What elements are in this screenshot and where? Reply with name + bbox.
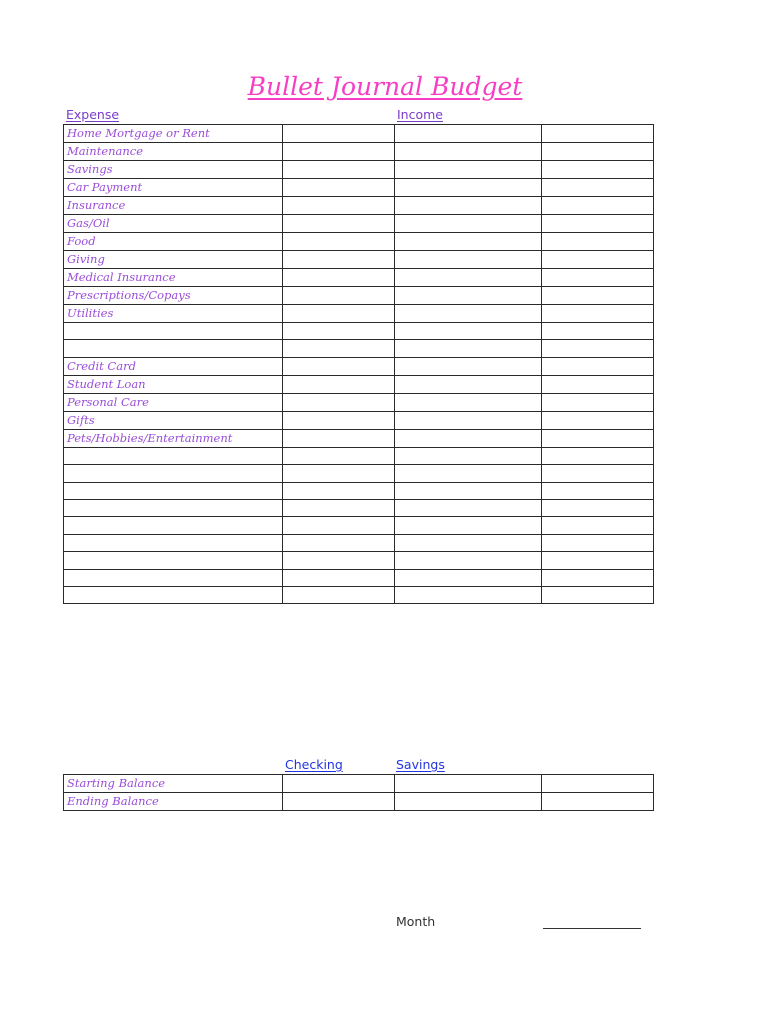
expense-row-cell[interactable]	[395, 429, 542, 447]
expense-row-cell[interactable]	[283, 429, 395, 447]
expense-row	[64, 552, 654, 569]
expense-row	[64, 375, 654, 393]
expense-row-cell[interactable]	[542, 534, 654, 551]
expense-row-label	[64, 569, 283, 586]
balance-table-body	[64, 775, 654, 811]
expense-row-label: Gas/Oil	[64, 215, 283, 233]
expense-row	[64, 179, 654, 197]
expense-row-cell[interactable]	[283, 499, 395, 516]
balance-row-label: Starting Balance	[64, 775, 283, 793]
expense-row-cell[interactable]	[283, 447, 395, 464]
expense-row-label: Insurance	[64, 197, 283, 215]
expense-row-cell[interactable]	[283, 305, 395, 323]
expense-row-cell[interactable]	[283, 482, 395, 499]
balance-row	[64, 775, 654, 793]
expense-row-cell[interactable]	[395, 233, 542, 251]
expense-row-label: Maintenance	[64, 143, 283, 161]
expense-row-cell[interactable]	[395, 447, 542, 464]
expense-row-cell[interactable]	[395, 586, 542, 603]
expense-row-cell[interactable]	[542, 375, 654, 393]
expense-row-cell[interactable]	[283, 179, 395, 197]
expense-row-cell[interactable]	[283, 287, 395, 305]
expense-row-cell[interactable]	[395, 125, 542, 143]
expense-row	[64, 569, 654, 586]
expense-row-cell[interactable]	[395, 340, 542, 357]
expense-row-cell[interactable]	[283, 569, 395, 586]
expense-row-cell[interactable]	[395, 517, 542, 534]
expense-row	[64, 411, 654, 429]
expense-row-cell[interactable]	[283, 411, 395, 429]
expense-row	[64, 215, 654, 233]
expense-row-label	[64, 534, 283, 551]
expense-row-label	[64, 586, 283, 603]
expense-row-cell[interactable]	[542, 357, 654, 375]
expense-row	[64, 143, 654, 161]
expense-row-cell[interactable]	[395, 305, 542, 323]
expense-row-cell[interactable]	[283, 251, 395, 269]
expense-row	[64, 305, 654, 323]
savings-header: Savings	[396, 757, 445, 772]
expense-row-label	[64, 517, 283, 534]
expense-row-cell[interactable]	[395, 499, 542, 516]
expense-row-cell[interactable]	[542, 287, 654, 305]
expense-row-cell[interactable]	[542, 197, 654, 215]
balance-row-cell[interactable]	[283, 775, 395, 793]
expense-row-cell[interactable]	[395, 465, 542, 482]
expense-header: Expense	[66, 107, 120, 122]
expense-row-label: Gifts	[64, 411, 283, 429]
expense-row-cell[interactable]	[542, 340, 654, 357]
expense-row-cell[interactable]	[395, 143, 542, 161]
expense-row	[64, 482, 654, 499]
expense-row	[64, 161, 654, 179]
expense-row-cell[interactable]	[542, 143, 654, 161]
expense-row-cell[interactable]	[395, 269, 542, 287]
balance-row-cell[interactable]	[542, 793, 654, 811]
expense-row	[64, 517, 654, 534]
expense-row-cell[interactable]	[283, 323, 395, 340]
expense-row	[64, 125, 654, 143]
expense-row-cell[interactable]	[283, 357, 395, 375]
expense-row-label: Pets/Hobbies/Entertainment	[64, 429, 283, 447]
expense-row	[64, 465, 654, 482]
expense-row-cell[interactable]	[542, 586, 654, 603]
expense-row-cell[interactable]	[542, 161, 654, 179]
expense-row-label: Prescriptions/Copays	[64, 287, 283, 305]
expense-row	[64, 340, 654, 357]
expense-row-cell[interactable]	[395, 287, 542, 305]
expense-row-cell[interactable]	[395, 411, 542, 429]
expense-row	[64, 586, 654, 603]
balance-row	[64, 793, 654, 811]
expense-row-cell[interactable]	[283, 215, 395, 233]
expense-row	[64, 357, 654, 375]
expense-row-cell[interactable]	[395, 161, 542, 179]
expense-row-cell[interactable]	[542, 411, 654, 429]
expense-row-cell[interactable]	[395, 375, 542, 393]
expense-row-cell[interactable]	[283, 586, 395, 603]
expense-row-cell[interactable]	[542, 429, 654, 447]
expense-row-cell[interactable]	[283, 517, 395, 534]
expense-row-label	[64, 552, 283, 569]
expense-row-cell[interactable]	[542, 569, 654, 586]
expense-row-cell[interactable]	[395, 179, 542, 197]
expense-table-body	[64, 125, 654, 604]
expense-row	[64, 269, 654, 287]
expense-row-cell[interactable]	[542, 215, 654, 233]
expense-row-label	[64, 465, 283, 482]
balance-row-cell[interactable]	[395, 775, 542, 793]
expense-row	[64, 233, 654, 251]
expense-row-label	[64, 482, 283, 499]
expense-row-cell[interactable]	[395, 534, 542, 551]
expense-row-cell[interactable]	[395, 569, 542, 586]
expense-row-label	[64, 447, 283, 464]
expense-row	[64, 323, 654, 340]
expense-row-cell[interactable]	[542, 499, 654, 516]
expense-row-label: Car Payment	[64, 179, 283, 197]
expense-row-cell[interactable]	[395, 393, 542, 411]
expense-row-cell[interactable]	[283, 197, 395, 215]
expense-row-cell[interactable]	[395, 357, 542, 375]
expense-row-cell[interactable]	[395, 197, 542, 215]
expense-row	[64, 447, 654, 464]
expense-row-label: Utilities	[64, 305, 283, 323]
expense-row-label: Savings	[64, 161, 283, 179]
expense-row-cell[interactable]	[542, 251, 654, 269]
expense-row-label: Student Loan	[64, 375, 283, 393]
page-title: Bullet Journal Budget	[247, 72, 523, 101]
expense-row	[64, 393, 654, 411]
expense-row-label: Personal Care	[64, 393, 283, 411]
balance-table	[63, 774, 654, 811]
expense-row-cell[interactable]	[283, 340, 395, 357]
balance-row-cell[interactable]	[395, 793, 542, 811]
expense-row-label	[64, 340, 283, 357]
expense-row-cell[interactable]	[542, 179, 654, 197]
expense-row-cell[interactable]	[542, 125, 654, 143]
expense-row-cell[interactable]	[542, 393, 654, 411]
income-header: Income	[397, 107, 443, 122]
month-label: Month	[396, 914, 436, 929]
expense-row	[64, 287, 654, 305]
month-input-line[interactable]	[543, 928, 641, 929]
expense-row-cell[interactable]	[283, 393, 395, 411]
expense-row-cell[interactable]	[542, 305, 654, 323]
expense-row-cell[interactable]	[395, 323, 542, 340]
expense-row-cell[interactable]	[542, 552, 654, 569]
expense-row-cell[interactable]	[395, 251, 542, 269]
expense-row	[64, 534, 654, 551]
expense-row-cell[interactable]	[283, 143, 395, 161]
expense-row-cell[interactable]	[542, 447, 654, 464]
expense-row-label	[64, 499, 283, 516]
expense-row	[64, 499, 654, 516]
expense-row	[64, 251, 654, 269]
expense-row-cell[interactable]	[395, 482, 542, 499]
balance-row-cell[interactable]	[542, 775, 654, 793]
expense-row-label: Home Mortgage or Rent	[64, 125, 283, 143]
checking-header: Checking	[285, 757, 343, 772]
expense-row-label: Credit Card	[64, 357, 283, 375]
expense-row-cell[interactable]	[542, 517, 654, 534]
expense-row-label: Medical Insurance	[64, 269, 283, 287]
expense-row-cell[interactable]	[283, 534, 395, 551]
expense-row-cell[interactable]	[395, 215, 542, 233]
expense-row-label: Food	[64, 233, 283, 251]
expense-row-cell[interactable]	[283, 233, 395, 251]
expense-row-cell[interactable]	[283, 269, 395, 287]
balance-row-cell[interactable]	[283, 793, 395, 811]
expense-row-cell[interactable]	[283, 552, 395, 569]
expense-row-cell[interactable]	[542, 233, 654, 251]
expense-row-cell[interactable]	[542, 269, 654, 287]
expense-row-cell[interactable]	[283, 375, 395, 393]
expense-row-cell[interactable]	[395, 552, 542, 569]
expense-table	[63, 124, 654, 604]
expense-row-cell[interactable]	[542, 323, 654, 340]
expense-row-cell[interactable]	[283, 125, 395, 143]
expense-row-label: Giving	[64, 251, 283, 269]
expense-row-cell[interactable]	[542, 482, 654, 499]
expense-row-cell[interactable]	[283, 161, 395, 179]
expense-row	[64, 197, 654, 215]
expense-row-cell[interactable]	[283, 465, 395, 482]
balance-row-label: Ending Balance	[64, 793, 283, 811]
expense-row	[64, 429, 654, 447]
expense-row-label	[64, 323, 283, 340]
expense-row-cell[interactable]	[542, 465, 654, 482]
